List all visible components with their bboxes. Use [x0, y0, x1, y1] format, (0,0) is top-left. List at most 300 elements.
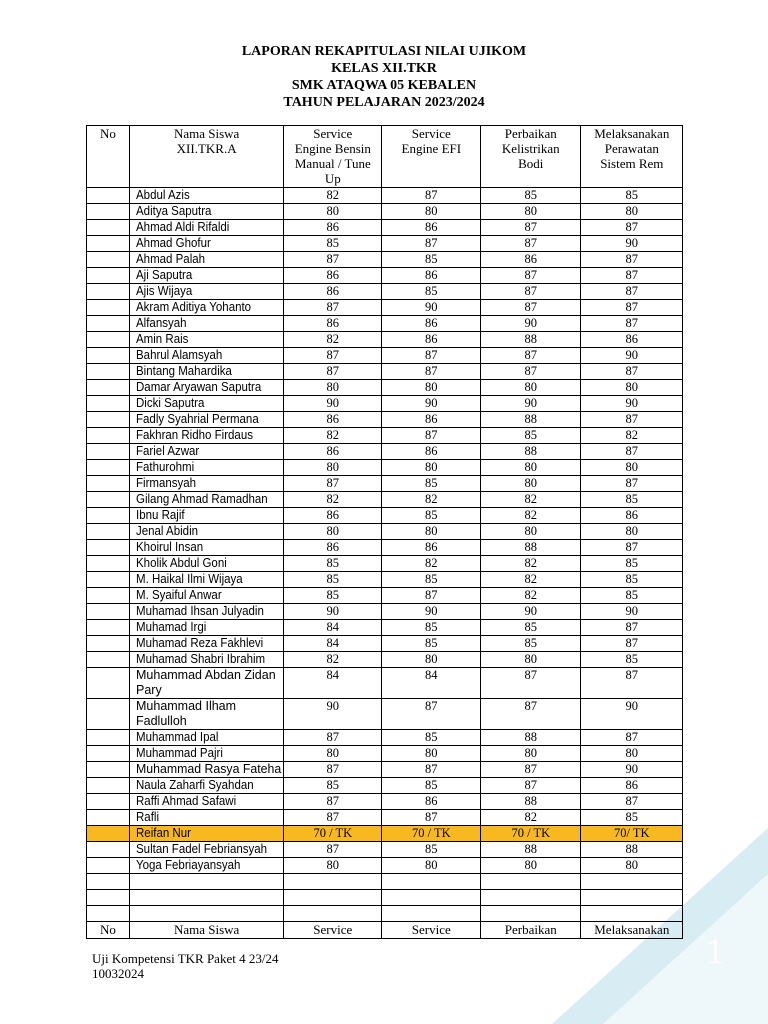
col-header-engine-bensin: Service Engine Bensin Manual / Tune Up	[284, 126, 382, 188]
row-number-cell	[87, 460, 130, 476]
empty-cell	[581, 874, 683, 890]
score-cell: 80	[581, 746, 683, 762]
student-name-cell: Muhamad Irgi	[130, 620, 284, 636]
score-cell: 80	[481, 460, 581, 476]
row-number-cell	[87, 476, 130, 492]
empty-cell	[382, 906, 481, 922]
score-cell: 87	[581, 730, 683, 746]
score-cell: 87	[481, 284, 581, 300]
table-row	[87, 842, 683, 858]
table-row	[87, 236, 683, 252]
score-cell: 80	[284, 858, 382, 874]
student-name-cell: Naula Zaharfi Syahdan	[130, 778, 284, 794]
score-cell: 85	[382, 508, 481, 524]
score-cell: 86	[382, 316, 481, 332]
score-cell: 80	[284, 380, 382, 396]
row-number-cell	[87, 220, 130, 236]
score-cell: 87	[481, 348, 581, 364]
table-row	[87, 444, 683, 460]
student-name-cell: Dicki Saputra	[130, 396, 284, 412]
score-cell: 87	[481, 220, 581, 236]
table-row	[87, 826, 683, 842]
table-row	[87, 746, 683, 762]
score-cell: 88	[481, 332, 581, 348]
repeat-header-cell: Perbaikan	[481, 922, 581, 939]
table-row	[87, 492, 683, 508]
score-cell: 87	[382, 428, 481, 444]
score-cell: 82	[382, 556, 481, 572]
table-row	[87, 460, 683, 476]
table-row	[87, 556, 683, 572]
table-row	[87, 794, 683, 810]
footer-line-2: 10032024	[92, 966, 144, 981]
score-cell: 85	[581, 588, 683, 604]
score-cell: 87	[382, 762, 481, 778]
score-cell: 85	[284, 572, 382, 588]
score-cell: 90	[581, 348, 683, 364]
score-cell: 82	[284, 428, 382, 444]
student-name-cell: Akram Aditiya Yohanto	[130, 300, 284, 316]
class-title: KELAS XII.TKR	[331, 61, 437, 76]
score-cell: 88	[481, 842, 581, 858]
score-cell: 85	[382, 284, 481, 300]
score-cell: 85	[581, 810, 683, 826]
score-cell: 80	[284, 204, 382, 220]
empty-row	[87, 890, 683, 906]
row-number-cell	[87, 396, 130, 412]
student-name-cell: Yoga Febriayansyah	[130, 858, 284, 874]
score-cell: 80	[481, 204, 581, 220]
row-number-cell	[87, 412, 130, 428]
table-row	[87, 636, 683, 652]
student-name-cell: Muhammad Abdan Zidan Pary	[130, 668, 284, 699]
footer-line-1: Uji Kompetensi TKR Paket 4 23/24	[92, 951, 279, 966]
row-number-cell	[87, 810, 130, 826]
student-name-cell: Muhammad Ilham Fadlulloh	[130, 699, 284, 730]
score-cell: 88	[481, 444, 581, 460]
student-name-cell: Abdul Azis	[130, 188, 284, 204]
score-cell: 70 / TK	[481, 826, 581, 842]
score-cell: 87	[581, 476, 683, 492]
score-cell: 86	[284, 284, 382, 300]
score-cell: 85	[382, 842, 481, 858]
empty-cell	[481, 906, 581, 922]
student-name-cell: Fariel Azwar	[130, 444, 284, 460]
score-cell: 82	[284, 188, 382, 204]
table-row	[87, 428, 683, 444]
score-cell: 87	[284, 364, 382, 380]
row-number-cell	[87, 204, 130, 220]
student-name-cell: Muhamad Shabri Ibrahim	[130, 652, 284, 668]
score-cell: 87	[284, 348, 382, 364]
score-cell: 87	[382, 188, 481, 204]
score-cell: 86	[284, 540, 382, 556]
score-cell: 88	[481, 540, 581, 556]
student-name-cell: Muhammad Pajri	[130, 746, 284, 762]
score-cell: 87	[284, 810, 382, 826]
score-cell: 82	[481, 556, 581, 572]
table-row	[87, 220, 683, 236]
row-number-cell	[87, 300, 130, 316]
score-cell: 87	[382, 810, 481, 826]
score-cell: 90	[284, 699, 382, 730]
school-title: SMK ATAQWA 05 KEBALEN	[291, 78, 477, 93]
score-cell: 80	[481, 746, 581, 762]
table-row	[87, 604, 683, 620]
row-number-cell	[87, 842, 130, 858]
page-number: 1	[706, 931, 724, 971]
score-cell: 80	[284, 746, 382, 762]
empty-cell	[284, 874, 382, 890]
row-number-cell	[87, 826, 130, 842]
score-cell: 85	[481, 428, 581, 444]
col-header-kelistrikan: Perbaikan Kelistrikan Bodi	[481, 126, 581, 188]
score-cell: 90	[581, 762, 683, 778]
score-cell: 80	[581, 460, 683, 476]
score-cell: 86	[581, 508, 683, 524]
table-row	[87, 284, 683, 300]
repeat-header-row	[87, 922, 683, 939]
student-name-cell: Ibnu Rajif	[130, 508, 284, 524]
score-cell: 80	[284, 460, 382, 476]
table-row	[87, 858, 683, 874]
score-cell: 85	[382, 620, 481, 636]
score-cell: 87	[284, 794, 382, 810]
student-name-cell: Fakhran Ridho Firdaus	[130, 428, 284, 444]
score-cell: 82	[481, 492, 581, 508]
score-cell: 85	[284, 588, 382, 604]
score-cell: 82	[284, 652, 382, 668]
table-body	[87, 188, 683, 939]
table-row	[87, 364, 683, 380]
score-cell: 87	[581, 444, 683, 460]
empty-cell	[87, 890, 130, 906]
student-name-cell: Amin Rais	[130, 332, 284, 348]
row-number-cell	[87, 268, 130, 284]
score-cell: 87	[481, 364, 581, 380]
student-name-cell: Reifan Nur	[130, 826, 284, 842]
score-cell: 87	[481, 668, 581, 699]
score-cell: 87	[581, 364, 683, 380]
row-number-cell	[87, 588, 130, 604]
score-cell: 88	[481, 730, 581, 746]
score-cell: 88	[481, 794, 581, 810]
score-cell: 87	[581, 220, 683, 236]
row-number-cell	[87, 492, 130, 508]
table-row	[87, 300, 683, 316]
empty-cell	[581, 906, 683, 922]
row-number-cell	[87, 604, 130, 620]
repeat-header-cell: No	[87, 922, 130, 939]
col-header-engine-efi: Service Engine EFI	[382, 126, 481, 188]
score-cell: 85	[581, 652, 683, 668]
score-cell: 90	[481, 604, 581, 620]
row-number-cell	[87, 858, 130, 874]
row-number-cell	[87, 556, 130, 572]
score-cell: 80	[382, 652, 481, 668]
score-cell: 85	[284, 778, 382, 794]
year-title: TAHUN PELAJARAN 2023/2024	[283, 95, 485, 110]
score-cell: 85	[581, 572, 683, 588]
score-cell: 86	[382, 540, 481, 556]
score-cell: 85	[481, 620, 581, 636]
score-cell: 87	[581, 620, 683, 636]
student-name-cell: Bahrul Alamsyah	[130, 348, 284, 364]
table-row	[87, 668, 683, 699]
empty-cell	[87, 874, 130, 890]
score-cell: 86	[382, 220, 481, 236]
score-cell: 80	[382, 858, 481, 874]
col-header-sistem-rem: Melaksanakan Perawatan Sistem Rem	[581, 126, 683, 188]
score-cell: 87	[581, 636, 683, 652]
score-cell: 70/ TK	[581, 826, 683, 842]
score-cell: 80	[481, 476, 581, 492]
score-cell: 90	[382, 396, 481, 412]
student-name-cell: Firmansyah	[130, 476, 284, 492]
empty-cell	[382, 890, 481, 906]
score-cell: 90	[284, 396, 382, 412]
table-row	[87, 268, 683, 284]
row-number-cell	[87, 188, 130, 204]
row-number-cell	[87, 524, 130, 540]
score-cell: 87	[382, 699, 481, 730]
score-cell: 82	[284, 332, 382, 348]
score-cell: 87	[581, 284, 683, 300]
score-cell: 70 / TK	[382, 826, 481, 842]
score-cell: 87	[284, 476, 382, 492]
score-cell: 80	[581, 380, 683, 396]
student-name-cell: M. Syaiful Anwar	[130, 588, 284, 604]
score-cell: 85	[284, 236, 382, 252]
score-cell: 80	[581, 204, 683, 220]
row-number-cell	[87, 332, 130, 348]
row-number-cell	[87, 652, 130, 668]
empty-cell	[382, 874, 481, 890]
student-name-cell: Alfansyah	[130, 316, 284, 332]
score-cell: 84	[284, 668, 382, 699]
empty-cell	[130, 890, 284, 906]
empty-cell	[87, 906, 130, 922]
repeat-header-cell: Nama Siswa	[130, 922, 284, 939]
student-name-cell: Ahmad Palah	[130, 252, 284, 268]
grades-table	[86, 125, 683, 939]
table-row	[87, 652, 683, 668]
row-number-cell	[87, 572, 130, 588]
student-name-cell: Jenal Abidin	[130, 524, 284, 540]
table-row	[87, 810, 683, 826]
score-cell: 87	[481, 762, 581, 778]
empty-cell	[481, 890, 581, 906]
score-cell: 80	[382, 746, 481, 762]
student-name-cell: M. Haikal Ilmi Wijaya	[130, 572, 284, 588]
student-name-cell: Aji Saputra	[130, 268, 284, 284]
score-cell: 80	[382, 204, 481, 220]
score-cell: 87	[581, 252, 683, 268]
table-row	[87, 476, 683, 492]
score-cell: 84	[284, 620, 382, 636]
score-cell: 82	[581, 428, 683, 444]
empty-cell	[130, 874, 284, 890]
page-footer	[92, 951, 278, 981]
score-cell: 88	[581, 842, 683, 858]
report-title-block	[0, 43, 768, 111]
col-header-name: Nama Siswa XII.TKR.A	[130, 126, 284, 188]
score-cell: 86	[284, 220, 382, 236]
score-cell: 80	[481, 652, 581, 668]
score-cell: 80	[284, 524, 382, 540]
score-cell: 87	[581, 300, 683, 316]
score-cell: 86	[284, 412, 382, 428]
score-cell: 90	[481, 396, 581, 412]
student-name-cell: Fadly Syahrial Permana	[130, 412, 284, 428]
report-title: LAPORAN REKAPITULASI NILAI UJIKOM	[241, 44, 527, 59]
student-name-cell: Rafli	[130, 810, 284, 826]
student-name-cell: Aditya Saputra	[130, 204, 284, 220]
score-cell: 85	[581, 188, 683, 204]
score-cell: 86	[284, 508, 382, 524]
student-name-cell: Sultan Fadel Febriansyah	[130, 842, 284, 858]
score-cell: 90	[581, 604, 683, 620]
row-number-cell	[87, 762, 130, 778]
score-cell: 85	[382, 476, 481, 492]
score-cell: 90	[284, 604, 382, 620]
score-cell: 86	[382, 268, 481, 284]
table-row	[87, 348, 683, 364]
col-header-no: No	[87, 126, 130, 188]
repeat-header-cell: Service	[284, 922, 382, 939]
empty-row	[87, 906, 683, 922]
score-cell: 90	[481, 316, 581, 332]
empty-cell	[284, 890, 382, 906]
student-name-cell: Khoirul Insan	[130, 540, 284, 556]
score-cell: 90	[581, 396, 683, 412]
row-number-cell	[87, 252, 130, 268]
score-cell: 85	[382, 252, 481, 268]
score-cell: 87	[581, 412, 683, 428]
student-name-cell: Ajis Wijaya	[130, 284, 284, 300]
score-cell: 85	[382, 778, 481, 794]
student-name-cell: Raffi Ahmad Safawi	[130, 794, 284, 810]
score-cell: 85	[382, 572, 481, 588]
empty-cell	[130, 906, 284, 922]
score-cell: 85	[382, 730, 481, 746]
table-row	[87, 588, 683, 604]
score-cell: 90	[382, 300, 481, 316]
row-number-cell	[87, 730, 130, 746]
score-cell: 87	[284, 730, 382, 746]
student-name-cell: Muhamad Reza Fakhlevi	[130, 636, 284, 652]
score-cell: 87	[382, 364, 481, 380]
student-name-cell: Ahmad Ghofur	[130, 236, 284, 252]
student-name-cell: Fathurohmi	[130, 460, 284, 476]
empty-cell	[481, 874, 581, 890]
score-cell: 87	[284, 762, 382, 778]
row-number-cell	[87, 380, 130, 396]
row-number-cell	[87, 348, 130, 364]
score-cell: 87	[382, 588, 481, 604]
row-number-cell	[87, 636, 130, 652]
table-row	[87, 204, 683, 220]
table-row	[87, 316, 683, 332]
row-number-cell	[87, 794, 130, 810]
score-cell: 90	[581, 699, 683, 730]
row-number-cell	[87, 778, 130, 794]
table-row	[87, 778, 683, 794]
repeat-header-cell: Service	[382, 922, 481, 939]
score-cell: 88	[481, 412, 581, 428]
score-cell: 86	[382, 794, 481, 810]
row-number-cell	[87, 316, 130, 332]
table-header-row	[87, 126, 683, 188]
score-cell: 84	[284, 636, 382, 652]
score-cell: 85	[581, 492, 683, 508]
table-row	[87, 396, 683, 412]
table-row	[87, 572, 683, 588]
score-cell: 80	[382, 380, 481, 396]
row-number-cell	[87, 540, 130, 556]
score-cell: 86	[581, 332, 683, 348]
row-number-cell	[87, 620, 130, 636]
score-cell: 82	[382, 492, 481, 508]
score-cell: 87	[581, 268, 683, 284]
score-cell: 85	[481, 188, 581, 204]
table-row	[87, 380, 683, 396]
score-cell: 86	[581, 778, 683, 794]
table-row	[87, 524, 683, 540]
score-cell: 87	[382, 236, 481, 252]
score-cell: 87	[481, 778, 581, 794]
score-cell: 85	[481, 636, 581, 652]
row-number-cell	[87, 699, 130, 730]
empty-cell	[284, 906, 382, 922]
score-cell: 90	[382, 604, 481, 620]
student-name-cell: Kholik Abdul Goni	[130, 556, 284, 572]
row-number-cell	[87, 444, 130, 460]
score-cell: 86	[382, 444, 481, 460]
score-cell: 80	[382, 524, 481, 540]
score-cell: 82	[481, 810, 581, 826]
table-row	[87, 508, 683, 524]
table-row	[87, 762, 683, 778]
score-cell: 87	[581, 540, 683, 556]
row-number-cell	[87, 746, 130, 762]
row-number-cell	[87, 236, 130, 252]
score-cell: 87	[382, 348, 481, 364]
table-row	[87, 252, 683, 268]
score-cell: 80	[581, 524, 683, 540]
score-cell: 86	[481, 252, 581, 268]
student-name-cell: Gilang Ahmad Ramadhan	[130, 492, 284, 508]
score-cell: 86	[284, 268, 382, 284]
score-cell: 87	[581, 794, 683, 810]
row-number-cell	[87, 284, 130, 300]
score-cell: 87	[481, 699, 581, 730]
score-cell: 84	[382, 668, 481, 699]
score-cell: 70 / TK	[284, 826, 382, 842]
score-cell: 85	[581, 556, 683, 572]
score-cell: 87	[481, 300, 581, 316]
table-row	[87, 332, 683, 348]
empty-row	[87, 874, 683, 890]
score-cell: 85	[284, 556, 382, 572]
row-number-cell	[87, 668, 130, 699]
score-cell: 82	[481, 572, 581, 588]
repeat-header-cell: Melaksanakan	[581, 922, 683, 939]
score-cell: 82	[481, 588, 581, 604]
row-number-cell	[87, 428, 130, 444]
score-cell: 90	[581, 236, 683, 252]
table-row	[87, 412, 683, 428]
